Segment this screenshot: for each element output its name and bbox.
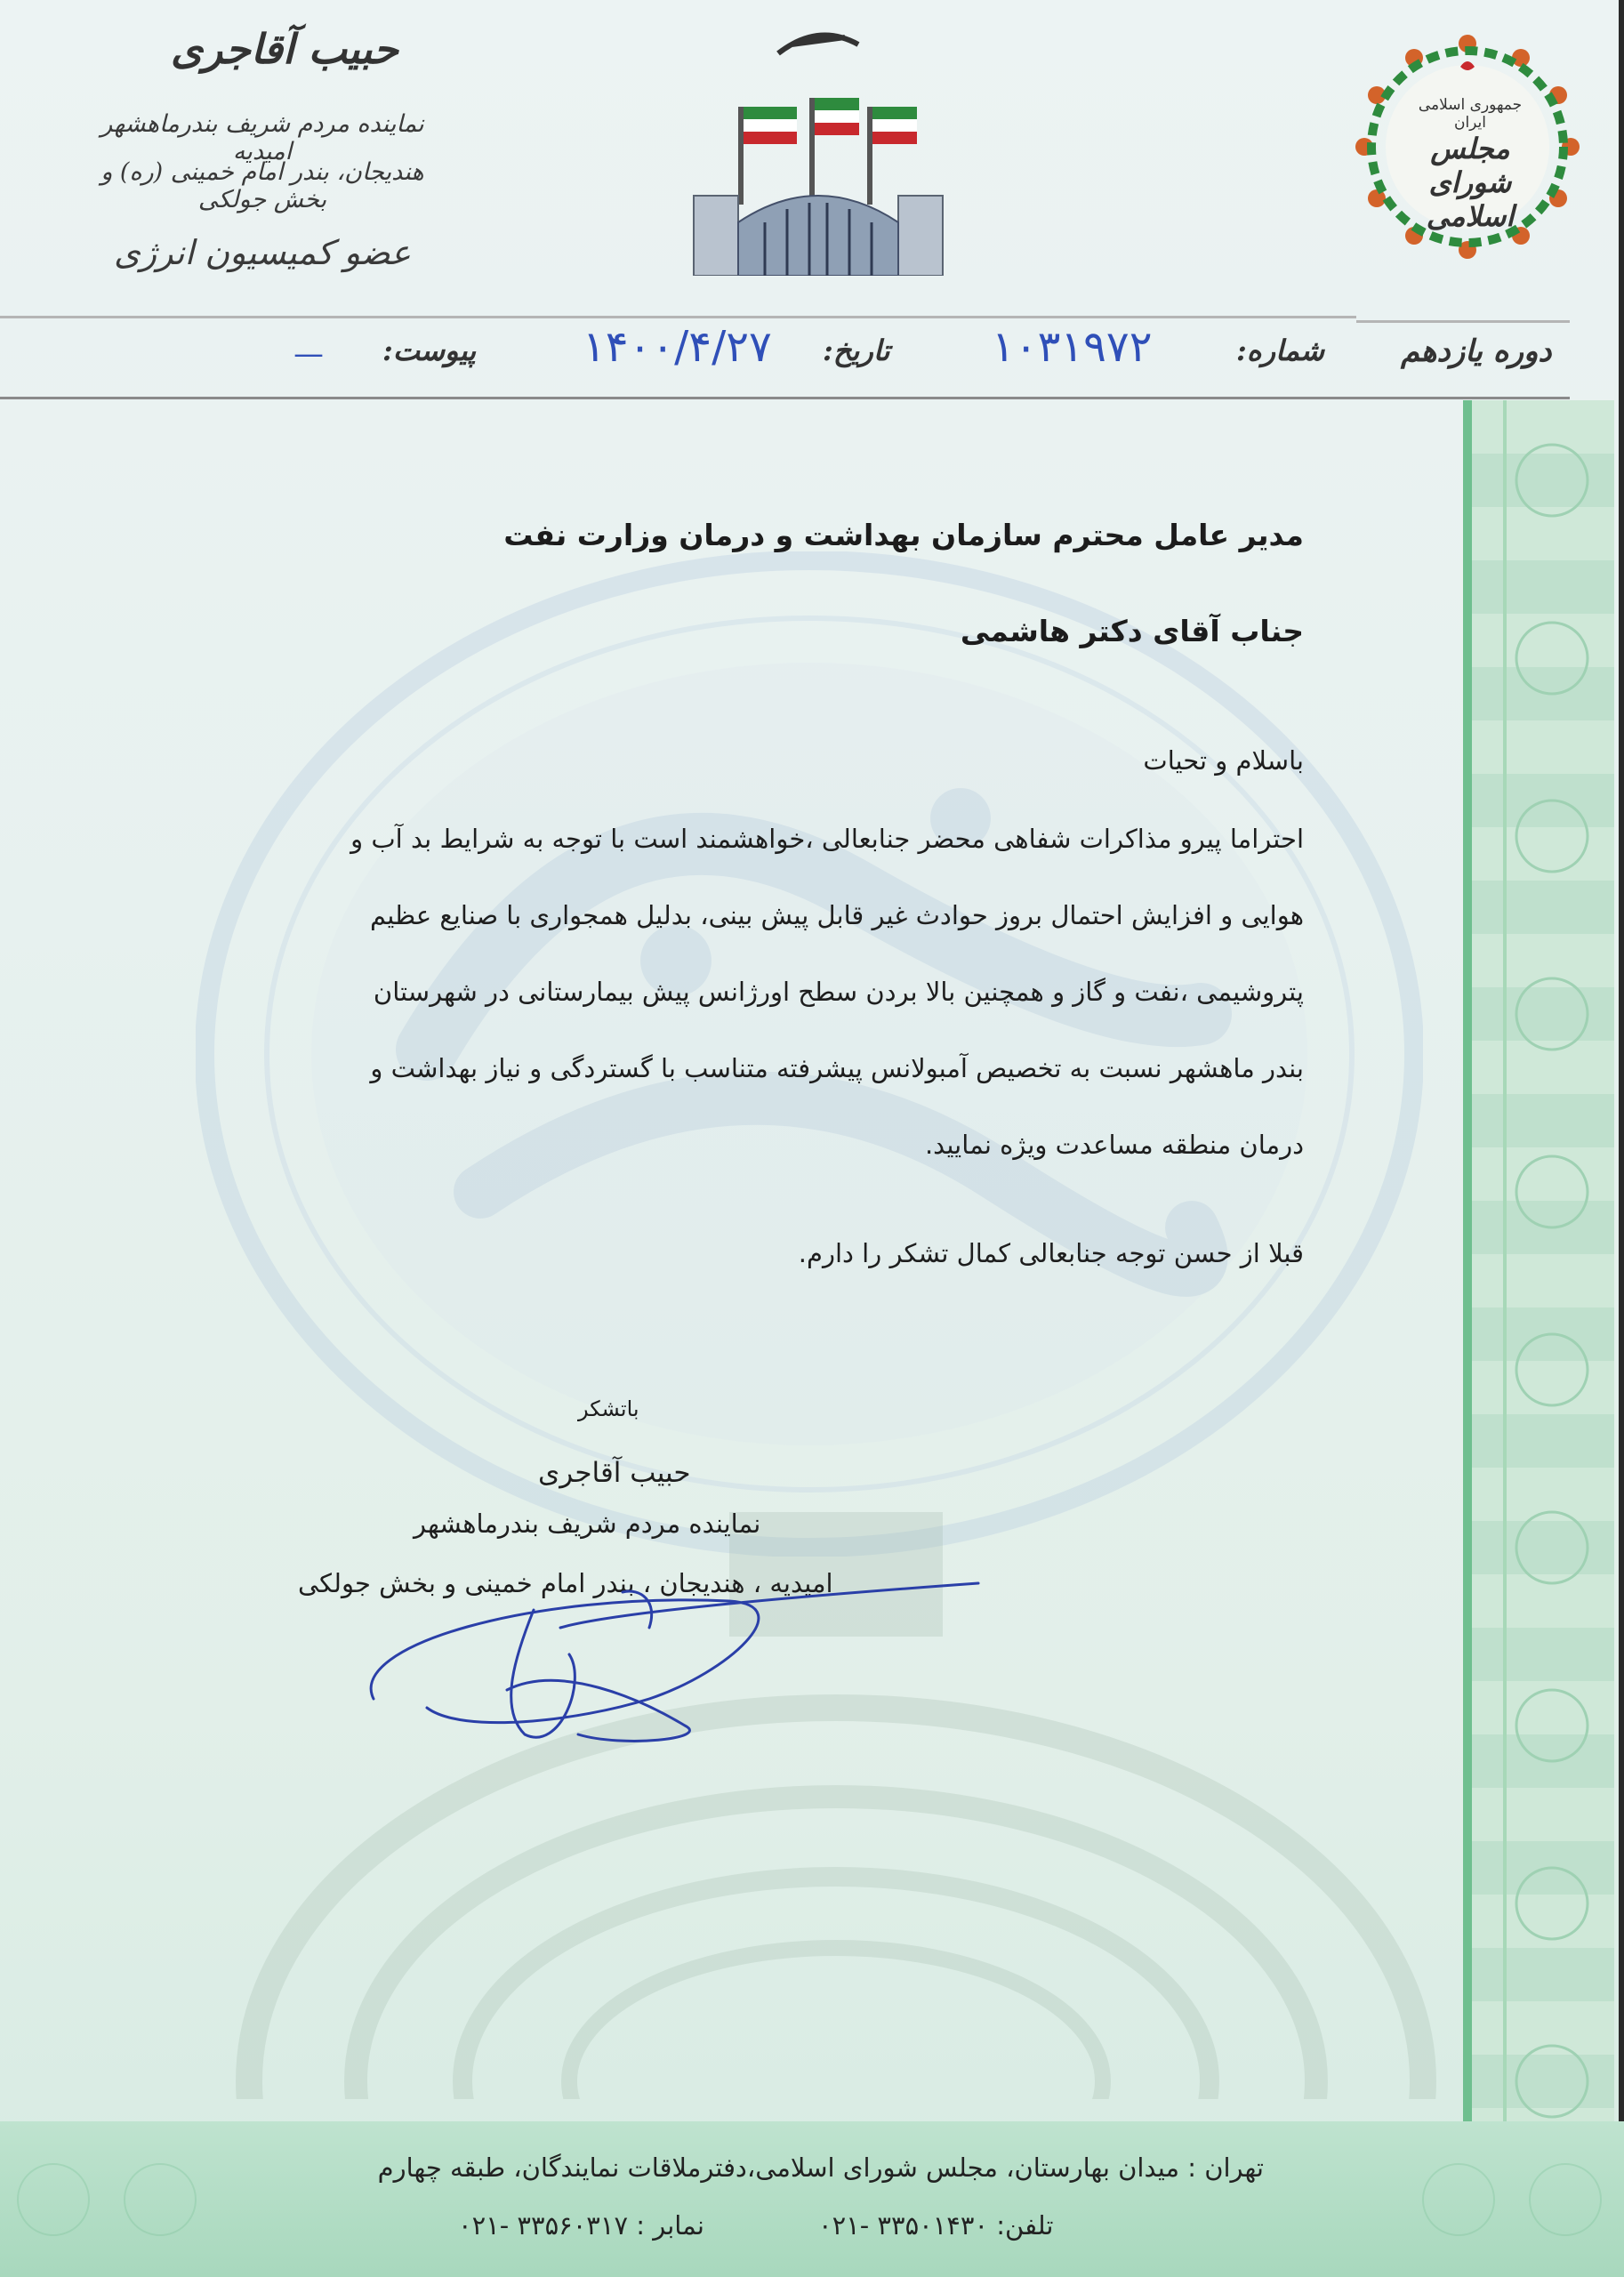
photo-edge <box>1619 0 1624 2277</box>
closing-line: قبلا از حسن توجه جنابعالی کمال تشکر را دارم. <box>798 1238 1304 1268</box>
band-stripe <box>1463 400 1472 2121</box>
attachment-label: پیوست: <box>382 334 477 367</box>
mp-title-line1: نماینده مردم شریف بندرماهشهر امیدیه <box>100 110 424 165</box>
greeting: باسلام و تحیات <box>1143 745 1304 776</box>
body-line: احتراما پیرو مذاکرات شفاهی محضر جنابعالی ،خواهشمند است با توجه به شرایط بد آب و <box>350 824 1304 854</box>
number-value: ۱۰۳۱۹۷۲ <box>992 322 1153 372</box>
recipient-title: مدیر عامل محترم سازمان بهداشت و درمان وزارت نفت <box>503 518 1304 552</box>
date-value: ۱۴۰۰/۴/۲۷ <box>583 322 772 372</box>
mp-title-line2: هندیجان، بندر امام خمینی (ره) و بخش جولکی <box>100 158 424 213</box>
mp-name-heading: حبیب آقاجری <box>171 25 398 73</box>
date-label: تاریخ: <box>823 334 890 367</box>
band-stripe-thin <box>1503 400 1507 2121</box>
body-line: بندر ماهشهر نسبت به تخصیص آمبولانس پیشرفته متناسب با گستردگی و نیاز بهداشت و <box>370 1053 1304 1083</box>
header-rule-top <box>0 316 1356 318</box>
number-label: شماره: <box>1236 334 1325 367</box>
footer-fax: نمابر : ۳۳۵۶۰۳۱۷ -۰۲۱ <box>458 2210 704 2241</box>
attachment-value: — <box>293 336 324 372</box>
mp-committee: عضو کمیسیون انرژی <box>113 233 412 272</box>
signer-name: حبیب آقاجری <box>538 1457 691 1489</box>
header-rule-bottom <box>0 397 1356 399</box>
footer-phone: تلفن: ۳۳۵۰۱۴۳۰ -۰۲۱ <box>818 2210 1054 2241</box>
term-label: دوره یازدهم <box>1401 334 1552 369</box>
signer-title-line1: نماینده مردم شریف بندرماهشهر <box>414 1509 761 1539</box>
footer-band <box>0 2121 1624 2277</box>
signoff-thanks: باتشکر <box>578 1396 639 1421</box>
decorative-band <box>1463 400 1614 2121</box>
parliament-gate-logo <box>685 18 952 276</box>
body-line: هوایی و افزایش احتمال بروز حوادث غیر قابل پیش بینی، بدلیل همجواری با صنایع عظیم <box>369 900 1304 930</box>
term-rule-top <box>1356 320 1570 323</box>
footer-address: تهران : میدان بهارستان، مجلس شورای اسلامی،دفترملاقات نمایندگان، طبقه چهارم <box>377 2152 1264 2183</box>
recipient-name: جناب آقای دکتر هاشمی <box>960 614 1304 648</box>
footer-pattern <box>0 2121 1624 2277</box>
emblem-caption-top: جمهوری اسلامی ایران <box>1418 96 1523 132</box>
chamber-illustration <box>231 1459 1441 2099</box>
signer-title-line2: امیدیه ، هندیجان ، بندر امام خمینی و بخش جولکی <box>298 1568 833 1598</box>
handwritten-signature <box>356 1574 996 1761</box>
body-line: درمان منطقه مساعدت ویژه نمایید. <box>924 1130 1304 1160</box>
body-line: پتروشیمی ،نفت و گاز و همچنین بالا بردن سطح اورژانس پیش بیمارستانی در شهرستان <box>373 977 1304 1007</box>
emblem-caption-main: مجلس شورای اسلامی <box>1426 132 1515 233</box>
term-rule-bottom <box>1356 397 1570 399</box>
